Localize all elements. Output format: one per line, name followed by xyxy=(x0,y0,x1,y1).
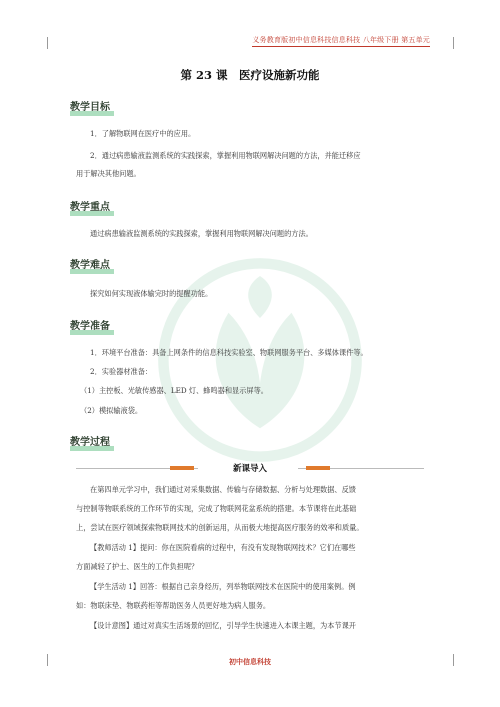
process-paragraph: 与控制等物联系统的工作环节的实现，完成了物联网花盆系统的搭建。本节课将在此基础 xyxy=(76,504,357,513)
section-heading-key-points xyxy=(70,199,110,217)
difficulties-item: 探究如何实现液体输完时的提醒功能。 xyxy=(90,289,213,298)
section-heading-text: 教学重点 xyxy=(70,202,110,213)
preparation-item: 1．环境平台准备：具备上网条件的信息科技实验室、物联网服务平台、多媒体课件等。 xyxy=(90,348,368,357)
section-heading-goals xyxy=(70,99,110,117)
preparation-item: （2）模拟输液袋。 xyxy=(80,406,143,415)
corner-mark-top-left xyxy=(47,37,48,49)
lesson-title: 第 23 课 医疗设施新功能 xyxy=(180,68,320,82)
preparation-item: 2．实验器材准备： xyxy=(90,367,153,376)
section-heading-preparation xyxy=(70,318,110,336)
section-heading-text: 教学过程 xyxy=(70,437,110,448)
goals-item: 2．通过病患输液监测系统的实践探索，掌握利用物联网解决问题的方法，并能迁移应 xyxy=(90,151,361,160)
process-paragraph: 在第四单元学习中，我们通过对采集数据、传输与存储数据、分析与处理数据、反馈 xyxy=(90,485,356,494)
process-paragraph: 【教师活动 1】提问：你在医院看病的过程中，有没有发现物联网技术？它们在哪些 xyxy=(90,543,356,552)
goals-item: 用于解决其他问题。 xyxy=(76,169,141,178)
section-heading-difficulties xyxy=(70,257,110,275)
running-header: 义务教育版初中信息科技信息科技 八年级下册 第五单元 xyxy=(252,35,430,47)
section-heading-text: 教学难点 xyxy=(70,260,110,271)
process-paragraph: 【设计意图】通过对真实生活场景的回忆，引导学生快速进入本课主题，为本节课开 xyxy=(90,621,356,630)
goals-item: 1．了解物联网在医疗中的应用。 xyxy=(90,129,196,138)
process-paragraph: 上，尝试在医疗领域探索物联网技术的创新运用，从而极大地提高医疗服务的效率和质量。 xyxy=(76,523,364,532)
subheading-new-lesson-intro: 新课导入 xyxy=(232,464,267,474)
process-paragraph: 【学生活动 1】回答：根据自己亲身经历，列举物联网技术在医院中的使用案例。例 xyxy=(90,582,356,591)
process-paragraph: 如：物联床垫、物联药柜等帮助医务人员更好地为病人服务。 xyxy=(76,601,271,610)
page-footer: 初中信息科技 xyxy=(229,657,271,666)
section-heading-process xyxy=(70,434,110,452)
corner-mark-top-right xyxy=(453,37,454,49)
preparation-item: （1）主控板、光敏传感器、LED 灯、蜂鸣器和显示屏等。 xyxy=(80,386,268,395)
key-points-item: 通过病患输液监测系统的实践探索，掌握利用物联网解决问题的方法。 xyxy=(90,229,313,238)
section-heading-text: 教学准备 xyxy=(70,321,110,332)
process-paragraph: 方面减轻了护士、医生的工作负担呢？ xyxy=(76,562,199,571)
section-heading-text: 教学目标 xyxy=(70,102,110,113)
